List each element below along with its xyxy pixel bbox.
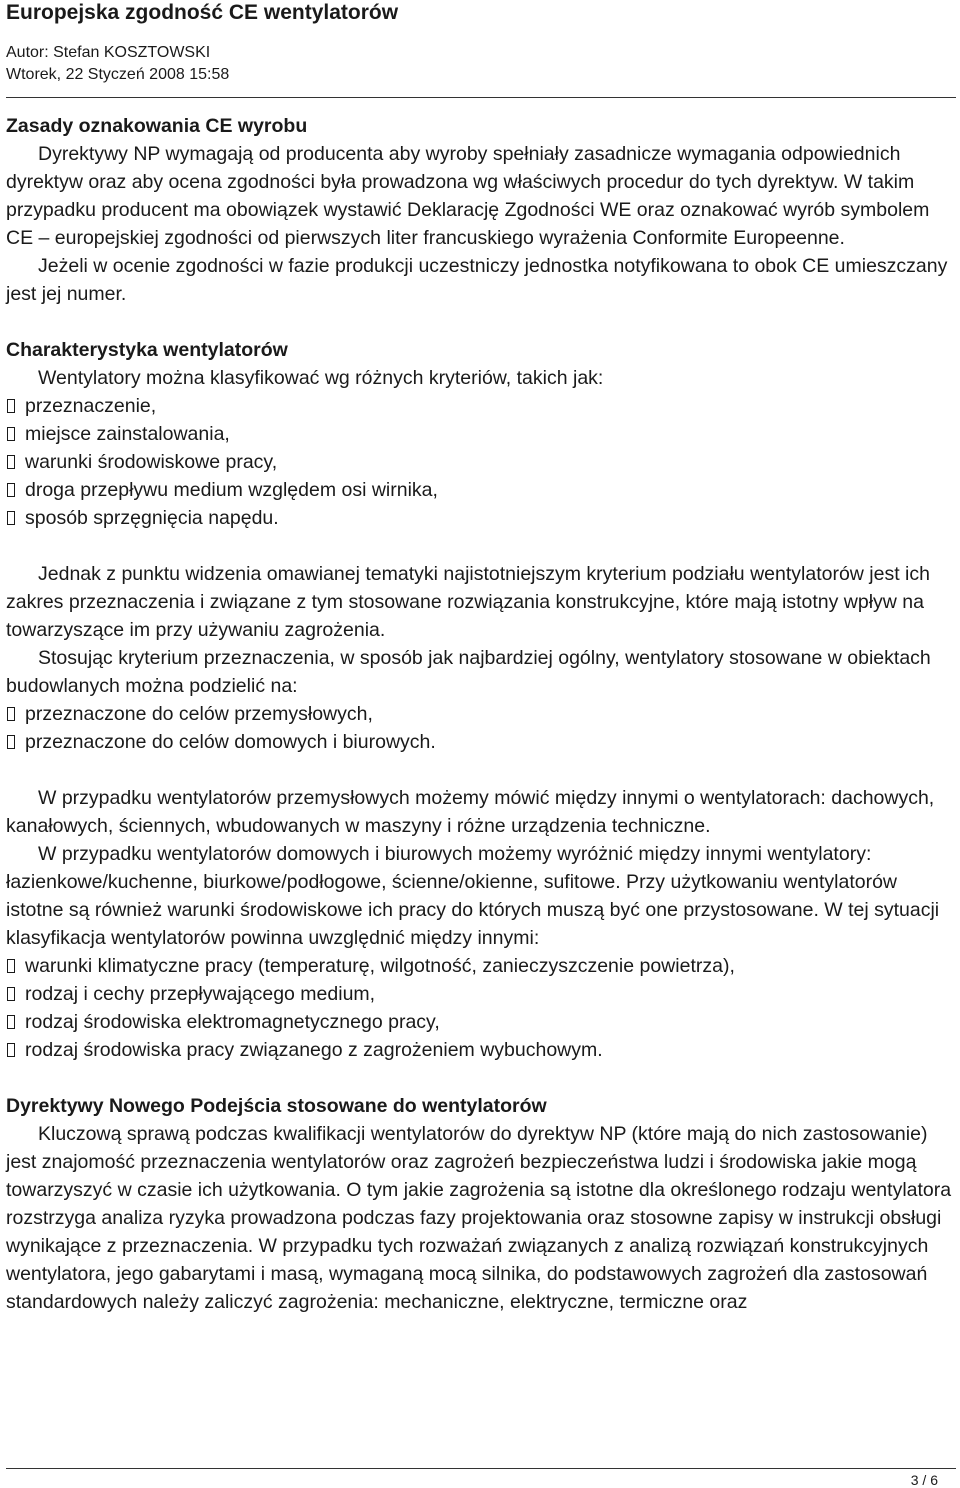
list-item: rodzaj środowiska pracy związanego z zagrożeniem wybuchowym. xyxy=(6,1036,958,1064)
spacer xyxy=(6,532,958,560)
missing-glyph-bullet-icon xyxy=(7,959,15,973)
missing-glyph-bullet-icon xyxy=(7,735,15,749)
paragraph: W przypadku wentylatorów domowych i biurowych możemy wyróżnić między innymi wentylatory: łazienkowe/kuchenne, biurkowe/podłogowe, ścienne/okienne, sufitowe. Przy użytkowaniu wentylatorów istotne są również warunki środowiskowe ich pracy do których muszą być one przystosowane. W tej sytuacji klasyfikacja wentylatorów powinna uwzględnić między innymi: xyxy=(6,843,940,949)
list-item: przeznaczenie, xyxy=(6,392,958,420)
spacer xyxy=(6,756,958,784)
page-number: 3 / 6 xyxy=(910,1472,938,1488)
list-item: warunki klimatyczne pracy (temperaturę, wilgotność, zanieczyszczenie powietrza), xyxy=(6,952,958,980)
missing-glyph-bullet-icon xyxy=(7,483,15,497)
paragraph: Wentylatory można klasyfikować wg różnych kryteriów, takich jak: xyxy=(38,367,604,389)
paragraph: Kluczową sprawą podczas kwalifikacji wentylatorów do dyrektyw NP (które mają do nich zastosowanie) jest znajomość przeznaczenia wentylatorów oraz zagrożeń bezpieczeństwa ludzi i środowiska jakie mogą towarzyszyć w czasie ich użytkowania. O tym jakie zagrożenia są istotne dla określonego rodzaju wentylatora rozstrzyga analiza ryzyka prowadzona podczas fazy projektowania oraz stosowne zapisy w instrukcji obsługi wynikające z przeznaczenia. W przypadku tych rozważań związanych z analizą rozwiązań konstrukcyjnych wentylatora, jego gabarytami i masą, wymaganą mocą silnika, do podstawowych zagrożeń dla zastosowań standardowych należy zaliczyć zagrożenia: mechaniczne, elektryczne, termiczne oraz xyxy=(6,1123,952,1313)
missing-glyph-bullet-icon xyxy=(7,427,15,441)
criteria-list xyxy=(6,392,958,532)
header-divider xyxy=(6,97,956,98)
section-heading-new-approach-directives: Dyrektywy Nowego Podejścia stosowane do wentylatorów xyxy=(6,1095,547,1117)
list-item: droga przepływu medium względem osi wirnika, xyxy=(6,476,958,504)
spacer xyxy=(6,308,958,336)
list-item: przeznaczone do celów domowych i biurowych. xyxy=(6,728,958,756)
document-header xyxy=(6,0,956,86)
footer-divider xyxy=(6,1468,956,1469)
missing-glyph-bullet-icon xyxy=(7,987,15,1001)
missing-glyph-bullet-icon xyxy=(7,511,15,525)
section-heading-ce-marking: Zasady oznakowania CE wyrobu xyxy=(6,115,308,137)
list-item: rodzaj i cechy przepływającego medium, xyxy=(6,980,958,1008)
date-line: Wtorek, 22 Styczeń 2008 15:58 xyxy=(6,66,230,83)
list-item: miejsce zainstalowania, xyxy=(6,420,958,448)
missing-glyph-bullet-icon xyxy=(7,707,15,721)
paragraph: Stosując kryterium przeznaczenia, w sposób jak najbardziej ogólny, wentylatory stosowane w obiektach budowlanych można podzielić na: xyxy=(6,647,931,697)
list-item: sposób sprzęgnięcia napędu. xyxy=(6,504,958,532)
paragraph: Dyrektywy NP wymagają od producenta aby wyroby spełniały zasadnicze wymagania odpowiednich dyrektyw oraz aby ocena zgodności była prowadzona wg właściwych procedur do tych dyrektyw. W takim przypadku producent ma obowiązek wystawić Deklarację Zgodności WE oraz oznakować wyrób symbolem CE – europejskiej zgodności od pierwszych liter francuskiego wyrażenia Conformite Europeenne. xyxy=(6,143,930,249)
missing-glyph-bullet-icon xyxy=(7,1015,15,1029)
missing-glyph-bullet-icon xyxy=(7,1043,15,1057)
section-heading-fan-characteristics: Charakterystyka wentylatorów xyxy=(6,339,288,361)
document-title: Europejska zgodność CE wentylatorów xyxy=(6,1,399,24)
paragraph: W przypadku wentylatorów przemysłowych możemy mówić między innymi o wentylatorach: dachowych, kanałowych, ściennych, wbudowanych w maszyny i różne urządzenia techniczne. xyxy=(6,787,935,837)
author-line: Autor: Stefan KOSZTOWSKI xyxy=(6,44,211,61)
list-item: przeznaczone do celów przemysłowych, xyxy=(6,700,958,728)
document-body xyxy=(6,112,958,1316)
spacer xyxy=(6,1064,958,1092)
missing-glyph-bullet-icon xyxy=(7,399,15,413)
conditions-list xyxy=(6,952,958,1064)
paragraph: Jednak z punktu widzenia omawianej tematyki najistotniejszym kryterium podziału wentylatorów jest ich zakres przeznaczenia i związane z tym stosowane rozwiązania konstrukcyjne, które mają istotny wpływ na towarzyszące im przy używaniu zagrożenia. xyxy=(6,563,930,641)
missing-glyph-bullet-icon xyxy=(7,455,15,469)
paragraph: Jeżeli w ocenie zgodności w fazie produkcji uczestniczy jednostka notyfikowana to obok CE umieszczany jest jej numer. xyxy=(6,255,948,305)
list-item: warunki środowiskowe pracy, xyxy=(6,448,958,476)
list-item: rodzaj środowiska elektromagnetycznego pracy, xyxy=(6,1008,958,1036)
purpose-list xyxy=(6,700,958,756)
